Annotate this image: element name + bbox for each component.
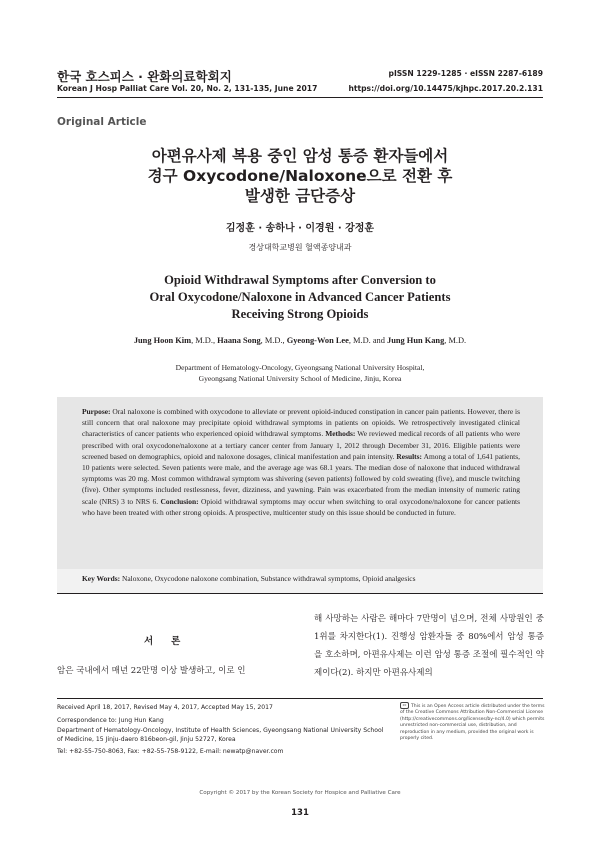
correspondence-name: Correspondence to: Jung Hun Kang — [57, 717, 164, 725]
journal-title-korean: 한국 호스피스 · 완화의료학회지 — [57, 69, 232, 84]
english-authors — [40, 336, 560, 345]
keywords-text: Naloxone, Oxycodone naloxone combination, Substance withdrawal symptoms, Opioid analgesics — [120, 574, 416, 583]
korean-affiliation: 경상대학교병원 혈액종양내과 — [248, 243, 352, 252]
footnote-divider — [57, 698, 543, 699]
english-title — [60, 272, 540, 323]
keywords — [82, 574, 522, 583]
article-footnote — [57, 703, 387, 756]
author-degree: , M.D., — [191, 336, 218, 345]
article-type-label: Original Article — [57, 116, 147, 128]
abstract-conclusion-label: Conclusion: — [158, 496, 199, 506]
author-name: Haana Song — [217, 336, 261, 345]
author-name: Jung Hoon Kim — [133, 336, 192, 345]
author-degree: , M.D. and — [348, 336, 388, 345]
korean-title-line: 발생한 금단증상 — [244, 187, 356, 205]
keywords-label: Key Words: — [82, 574, 121, 583]
section-heading-introduction: 서론 — [144, 636, 199, 647]
correspondence-contact: Tel: +82-55-750-8063, Fax: +82-55-758-9122, E-mail: newatp@naver.com — [57, 748, 284, 756]
affiliation-line: Department of Hematology-Oncology, Gyeongsang National University Hospital, — [175, 363, 425, 372]
author-degree: , M.D. — [444, 336, 467, 345]
abstract-results: Among a total of 1,641 patients, 10 patients were selected. Seven patients were male, and the average age was 68.1 years. The median dose of naloxone that induced withdrawal symptoms was 20 mg. Most common withdrawal symptom was shivering (seven patients) followed by cold sweating (five), and muscle twitching (five). Other symptoms included restlessness, fever, dizziness, and yawning. Pain was exacerbated from the median intensity of numeric rating scale (NRS) 3 to NRS 6. — [82, 451, 520, 506]
author-name: Gyeong-Won Lee — [286, 336, 349, 345]
correspondence-address: Department of Hematology-Oncology, Institute of Health Sciences, Gyeongsang National University School of Medicine, 15 Jinju-daero 816beon-gil, Jinju 52727, Korea — [57, 726, 384, 743]
doi-link[interactable]: https://doi.org/10.14475/kjhpc.2017.20.2.131 — [348, 84, 543, 93]
journal-citation: Korean J Hosp Palliat Care Vol. 20, No. 2, 131-135, June 2017 — [57, 84, 318, 93]
author-degree: , M.D., — [260, 336, 287, 345]
abstract-purpose: Oral naloxone is combined with oxycodone to alleviate or prevent opioid-induced constipation in cancer pain patients. However, there is still concern that oral naloxone may precipitate opioid withdrawal symptoms in patients on opioids. We retrospectively investigated clinical characteristics of cancer patients who experienced opioid withdrawal symptoms. — [82, 407, 520, 439]
abstract-purpose-label: Purpose: — [82, 407, 111, 416]
abstract-methods-label: Methods: — [323, 429, 356, 439]
english-title-line: Receiving Strong Opioids — [231, 307, 369, 321]
header-divider — [57, 97, 543, 98]
english-affiliation — [60, 362, 540, 384]
korean-title — [60, 146, 540, 206]
copyright-notice: Copyright © 2017 by the Korean Society for Hospice and Palliative Care — [199, 790, 401, 796]
abstract — [82, 406, 520, 518]
issn: pISSN 1229-1285 · eISSN 2287-6189 — [388, 69, 543, 78]
body-text-right-column: 해 사망하는 사람은 해마다 7만명이 넘으며, 전체 사망원인 중 1위를 차지한다(1). 진행성 암환자들 중 80%에서 암성 통증을 호소하며, 아편유사제는 이런 암성 통증 조절에 필수적인 약제이다(2). 하지만 아편유사제의 — [314, 614, 544, 678]
received-dates: Received April 18, 2017, Revised May 4, 2017, Accepted May 15, 2017 — [57, 704, 273, 711]
english-title-line: Opioid Withdrawal Symptoms after Conversion to — [164, 273, 436, 287]
korean-title-line: 아편유사제 복용 중인 암성 통증 환자들에서 — [151, 147, 449, 165]
page-number: 131 — [291, 808, 309, 818]
body-text-left-column: 암은 국내에서 매년 22만명 이상 발생하고, 이로 인 — [57, 666, 246, 676]
korean-title-line: 경구 Oxycodone/Naloxone으로 전환 후 — [147, 167, 453, 185]
korean-authors: 김정훈 · 송하나 · 이경원 · 강정훈 — [225, 223, 375, 234]
creative-commons-icon: cc — [400, 702, 409, 709]
affiliation-line: Gyeongsang National University School of Medicine, Jinju, Korea — [198, 374, 402, 383]
license-text: This is an Open Access article distributed under the terms of the Creative Commons Attribution Non-Commercial License (http://creativecommons.org/licenses/by-nc/4.0) which permits unrestricted non-commercial use, distribution, and reproduction in any medium, provided the original work is properly cited. — [400, 704, 545, 742]
abstract-conclusion: Opioid withdrawal symptoms may occur when switching to oral oxycodone/naloxone for cancer patients who have been treated with other strong opioids. A prospective, multicenter study on this issue should be conducted in future. — [82, 496, 520, 517]
license-note — [400, 702, 546, 742]
abstract-methods: We reviewed medical records of all patients who were prescribed with oral oxycodone/naloxone at a tertiary cancer center from January 1, 2012 through December 31, 2016. Eligible patients were screened based on demographics, opioid and naloxone dosages, clinical manifestation and pain intensity. — [82, 429, 520, 461]
author-name: Jung Hun Kang — [387, 336, 445, 345]
abstract-results-label: Results: — [394, 451, 423, 461]
english-title-line: Oral Oxycodone/Naloxone in Advanced Cancer Patients — [149, 290, 451, 304]
